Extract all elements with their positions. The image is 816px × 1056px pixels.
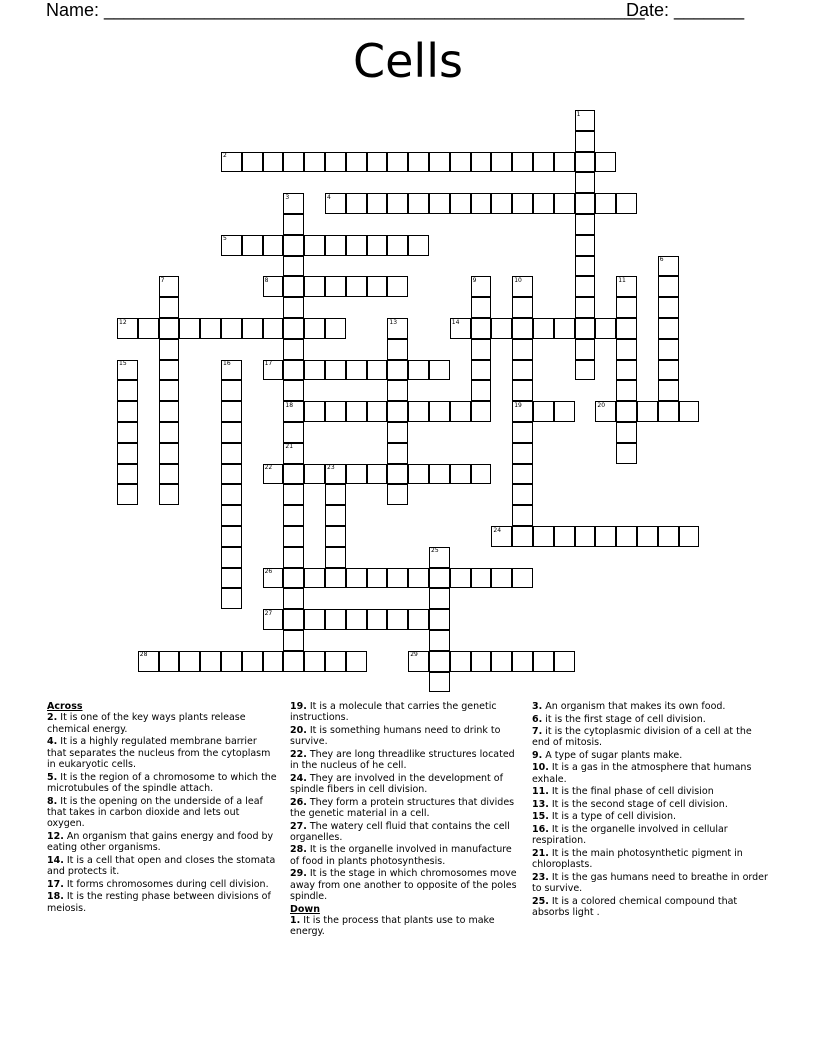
- grid-cell[interactable]: [658, 297, 679, 318]
- grid-cell[interactable]: [346, 276, 367, 297]
- grid-cell[interactable]: [429, 193, 450, 214]
- grid-cell[interactable]: [387, 360, 408, 381]
- grid-cell[interactable]: [346, 464, 367, 485]
- clue-number: 24: [493, 526, 502, 534]
- grid-cell[interactable]: [304, 568, 325, 589]
- clue-down-6: 6. it is the first stage of cell division.: [532, 713, 706, 725]
- grid-cell[interactable]: [387, 422, 408, 443]
- clue-number: 27: [264, 609, 273, 617]
- grid-cell[interactable]: [658, 276, 679, 297]
- grid-cell[interactable]: [595, 152, 616, 173]
- clue-across-14: 14. It is a cell that open and closes the stomata and protects it.: [47, 854, 276, 878]
- grid-cell[interactable]: [387, 193, 408, 214]
- grid-cell[interactable]: [491, 318, 512, 339]
- grid-cell[interactable]: [325, 526, 346, 547]
- grid-cell[interactable]: [512, 422, 533, 443]
- clue-number: 21: [285, 443, 294, 451]
- clue-number: 4: [327, 193, 331, 201]
- grid-cell[interactable]: [658, 360, 679, 381]
- grid-cell[interactable]: [387, 401, 408, 422]
- grid-cell[interactable]: [325, 360, 346, 381]
- clue-number: 13: [389, 318, 398, 326]
- grid-cell[interactable]: [325, 318, 346, 339]
- clue-down-16: 16. It is the organelle involved in cellular respiration.: [532, 823, 728, 847]
- grid-cell[interactable]: [512, 380, 533, 401]
- clue-down-9: 9. A type of sugar plants make.: [532, 749, 683, 761]
- grid-cell[interactable]: [387, 484, 408, 505]
- date-field[interactable]: Date: _______: [626, 0, 745, 20]
- grid-cell[interactable]: [242, 152, 263, 173]
- grid-cell[interactable]: [575, 214, 596, 235]
- clue-number: 3: [285, 193, 290, 201]
- grid-cell[interactable]: [679, 401, 700, 422]
- grid-cell[interactable]: [367, 360, 388, 381]
- grid-cell[interactable]: [575, 193, 596, 214]
- grid-cell[interactable]: [616, 422, 637, 443]
- grid-cell[interactable]: [283, 464, 304, 485]
- grid-cell[interactable]: [512, 193, 533, 214]
- clue-down-7: 7. it is the cytoplasmic division of a cell at the end of mitosis.: [532, 726, 752, 749]
- grid-cell[interactable]: [117, 443, 138, 464]
- grid-cell[interactable]: [429, 401, 450, 422]
- grid-cell[interactable]: [575, 172, 596, 193]
- grid-cell[interactable]: [117, 422, 138, 443]
- grid-cell[interactable]: [221, 422, 242, 443]
- clue-number: 25: [431, 547, 439, 555]
- clue-number: 12: [119, 318, 127, 326]
- clue-number: 1: [576, 110, 581, 118]
- grid-cell[interactable]: [533, 318, 554, 339]
- grid-cell[interactable]: [283, 588, 304, 609]
- grid-cell[interactable]: [512, 568, 533, 589]
- grid-cell[interactable]: [575, 318, 596, 339]
- grid-cell[interactable]: [325, 276, 346, 297]
- grid-cell[interactable]: [283, 609, 304, 630]
- grid-cell[interactable]: [387, 152, 408, 173]
- grid-cell[interactable]: [575, 276, 596, 297]
- grid-cell[interactable]: [595, 193, 616, 214]
- grid-cell[interactable]: [575, 235, 596, 256]
- grid-cell[interactable]: [283, 235, 304, 256]
- clue-across-5: 5. It is the region of a chromosome to which the microtubules of the spindle attach.: [47, 771, 277, 795]
- grid-cell[interactable]: [429, 360, 450, 381]
- grid-cell[interactable]: [512, 651, 533, 672]
- clue-down-13: 13. It is the second stage of cell division.: [532, 798, 728, 810]
- grid-cell[interactable]: [658, 318, 679, 339]
- clue-number: 2: [223, 152, 227, 160]
- clue-across-24: 24. They are involved in the development of spindle fibers in cell division.: [290, 772, 503, 796]
- clue-number: 17: [264, 360, 273, 368]
- grid-cell[interactable]: [387, 276, 408, 297]
- grid-cell[interactable]: [325, 152, 346, 173]
- grid-cell[interactable]: [512, 464, 533, 485]
- clue-number: 22: [264, 464, 273, 472]
- grid-cell[interactable]: [367, 235, 388, 256]
- grid-cell[interactable]: [325, 609, 346, 630]
- grid-cell[interactable]: [346, 360, 367, 381]
- grid-cell[interactable]: [159, 651, 180, 672]
- grid-cell[interactable]: [283, 630, 304, 651]
- grid-cell[interactable]: [242, 235, 263, 256]
- grid-cell[interactable]: [221, 484, 242, 505]
- clue-number: 28: [139, 651, 148, 659]
- grid-cell[interactable]: [471, 318, 492, 339]
- grid-cell[interactable]: [616, 339, 637, 360]
- grid-cell[interactable]: [304, 464, 325, 485]
- clue-across-29: 29. It is the stage in which chromosomes move away from one another to opposite of the poles spindle.: [290, 868, 517, 903]
- grid-cell[interactable]: [471, 568, 492, 589]
- grid-cell[interactable]: [471, 193, 492, 214]
- grid-cell[interactable]: [616, 526, 637, 547]
- grid-cell[interactable]: [200, 318, 221, 339]
- grid-cell[interactable]: [221, 464, 242, 485]
- grid-cell[interactable]: [554, 152, 575, 173]
- grid-cell[interactable]: [221, 588, 242, 609]
- grid-cell[interactable]: [450, 401, 471, 422]
- grid-cell[interactable]: [533, 152, 554, 173]
- grid-cell[interactable]: [159, 401, 180, 422]
- grid-cell[interactable]: [429, 588, 450, 609]
- grid-cell[interactable]: [283, 360, 304, 381]
- grid-cell[interactable]: [159, 297, 180, 318]
- grid-cell[interactable]: [325, 235, 346, 256]
- grid-cell[interactable]: [658, 380, 679, 401]
- grid-cell[interactable]: [471, 339, 492, 360]
- grid-cell[interactable]: [263, 651, 284, 672]
- grid-cell[interactable]: [367, 152, 388, 173]
- grid-cell[interactable]: [221, 547, 242, 568]
- grid-cell[interactable]: [575, 360, 596, 381]
- clue-number: 10: [514, 276, 522, 284]
- grid-cell[interactable]: [429, 568, 450, 589]
- grid-cell[interactable]: [491, 193, 512, 214]
- clue-down-11: 11. It is the final phase of cell division: [532, 786, 714, 798]
- clue-across-19: 19. It is a molecule that carries the genetic instructions.: [290, 701, 497, 724]
- grid-cell[interactable]: [533, 401, 554, 422]
- grid-cell[interactable]: [346, 193, 367, 214]
- grid-cell[interactable]: [159, 360, 180, 381]
- grid-cell[interactable]: [200, 651, 221, 672]
- clue-down-25: 25. It is a colored chemical compound that absorbs light .: [532, 895, 738, 918]
- grid-cell[interactable]: [283, 568, 304, 589]
- grid-cell[interactable]: [367, 609, 388, 630]
- grid-cell[interactable]: [367, 568, 388, 589]
- grid-cell[interactable]: [512, 443, 533, 464]
- grid-cell[interactable]: [283, 276, 304, 297]
- clue-across-26: 26. They form a protein structures that divides the genetic material in a cell.: [290, 796, 515, 820]
- clues-column-2: [290, 701, 522, 939]
- clue-number: 16: [223, 360, 231, 368]
- grid-cell[interactable]: [408, 464, 429, 485]
- grid-cell[interactable]: [179, 651, 200, 672]
- grid-cell[interactable]: [575, 131, 596, 152]
- grid-cell[interactable]: [367, 401, 388, 422]
- grid-cell[interactable]: [491, 152, 512, 173]
- clue-across-17: 17. It forms chromosomes during cell division.: [47, 878, 269, 890]
- grid-cell[interactable]: [637, 526, 658, 547]
- grid-cell[interactable]: [283, 484, 304, 505]
- grid-cell[interactable]: [429, 609, 450, 630]
- grid-cell[interactable]: [512, 526, 533, 547]
- clue-across-27: 27. The watery cell fluid that contains the cell organelles.: [290, 820, 510, 843]
- grid-cell[interactable]: [575, 526, 596, 547]
- grid-cell[interactable]: [283, 505, 304, 526]
- grid-cell[interactable]: [429, 630, 450, 651]
- clue-number: 11: [618, 276, 626, 284]
- grid-cell[interactable]: [658, 526, 679, 547]
- grid-cell[interactable]: [159, 422, 180, 443]
- grid-cell[interactable]: [471, 297, 492, 318]
- grid-cell[interactable]: [283, 339, 304, 360]
- grid-cell[interactable]: [512, 152, 533, 173]
- clue-number: 20: [597, 401, 606, 409]
- grid-cell[interactable]: [221, 505, 242, 526]
- grid-cell[interactable]: [221, 526, 242, 547]
- grid-cell[interactable]: [304, 318, 325, 339]
- grid-cell[interactable]: [471, 152, 492, 173]
- grid-cell[interactable]: [346, 401, 367, 422]
- grid-cell[interactable]: [512, 505, 533, 526]
- grid-cell[interactable]: [325, 568, 346, 589]
- clue-across-2: 2. It is one of the key ways plants release chemical energy.: [47, 712, 246, 735]
- grid-cell[interactable]: [283, 651, 304, 672]
- clue-number: 26: [264, 568, 273, 576]
- grid-cell[interactable]: [367, 464, 388, 485]
- grid-cell[interactable]: [263, 235, 284, 256]
- grid-cell[interactable]: [283, 297, 304, 318]
- grid-cell[interactable]: [325, 547, 346, 568]
- grid-cell[interactable]: [658, 401, 679, 422]
- grid-cell[interactable]: [408, 193, 429, 214]
- grid-cell[interactable]: [616, 380, 637, 401]
- clues-column-1: [47, 701, 279, 915]
- grid-cell[interactable]: [429, 152, 450, 173]
- grid-cell[interactable]: [346, 152, 367, 173]
- clue-number: 8: [264, 276, 269, 284]
- grid-cell[interactable]: [325, 484, 346, 505]
- grid-cell[interactable]: [637, 401, 658, 422]
- grid-cell[interactable]: [387, 235, 408, 256]
- grid-cell[interactable]: [429, 672, 450, 693]
- clue-across-8: 8. It is the opening on the underside of a leaf that takes in carbon dioxide and lets out oxygen.: [47, 795, 263, 830]
- grid-cell[interactable]: [159, 380, 180, 401]
- clue-number: 9: [472, 276, 477, 284]
- grid-cell[interactable]: [325, 505, 346, 526]
- grid-cell[interactable]: [304, 609, 325, 630]
- clue-number: 14: [451, 318, 460, 326]
- grid-cell[interactable]: [491, 568, 512, 589]
- grid-cell[interactable]: [221, 651, 242, 672]
- grid-cell[interactable]: [616, 297, 637, 318]
- grid-cell[interactable]: [117, 380, 138, 401]
- grid-cell[interactable]: [387, 464, 408, 485]
- grid-cell[interactable]: [512, 297, 533, 318]
- grid-cell[interactable]: [221, 318, 242, 339]
- grid-cell[interactable]: [283, 152, 304, 173]
- grid-cell[interactable]: [159, 484, 180, 505]
- clue-across-22: 22. They are long threadlike structures located in the nucleus of he cell.: [290, 748, 515, 772]
- grid-cell[interactable]: [159, 318, 180, 339]
- grid-cell[interactable]: [221, 380, 242, 401]
- grid-cell[interactable]: [450, 464, 471, 485]
- grid-cell[interactable]: [346, 235, 367, 256]
- grid-cell[interactable]: [554, 193, 575, 214]
- grid-cell[interactable]: [429, 651, 450, 672]
- grid-cell[interactable]: [283, 318, 304, 339]
- grid-cell[interactable]: [304, 152, 325, 173]
- grid-cell[interactable]: [450, 152, 471, 173]
- grid-cell[interactable]: [616, 318, 637, 339]
- grid-cell[interactable]: [616, 360, 637, 381]
- grid-cell[interactable]: [450, 193, 471, 214]
- clue-down-3: 3. An organism that makes its own food.: [532, 701, 726, 712]
- grid-cell[interactable]: [554, 318, 575, 339]
- grid-cell[interactable]: [304, 651, 325, 672]
- clue-number: 23: [327, 464, 335, 472]
- clue-down-23: 23. It is the gas humans need to breathe in order to survive.: [532, 871, 768, 895]
- clue-number: 19: [514, 401, 522, 409]
- clue-across-4: 4. It is a highly regulated membrane barrier that separates the nucleus from the cytoplasm in eukaryotic cells.: [47, 736, 271, 771]
- grid-cell[interactable]: [283, 214, 304, 235]
- grid-cell[interactable]: [304, 235, 325, 256]
- grid-cell[interactable]: [283, 526, 304, 547]
- grid-cell[interactable]: [387, 568, 408, 589]
- grid-cell[interactable]: [575, 339, 596, 360]
- grid-cell[interactable]: [263, 152, 284, 173]
- grid-cell[interactable]: [283, 422, 304, 443]
- grid-cell[interactable]: [346, 651, 367, 672]
- grid-cell[interactable]: [325, 651, 346, 672]
- grid-cell[interactable]: [408, 360, 429, 381]
- grid-cell[interactable]: [242, 318, 263, 339]
- clues-column-3: [532, 701, 772, 919]
- grid-cell[interactable]: [679, 526, 700, 547]
- grid-cell[interactable]: [575, 152, 596, 173]
- grid-cell[interactable]: [283, 380, 304, 401]
- grid-cell[interactable]: [512, 360, 533, 381]
- grid-cell[interactable]: [491, 651, 512, 672]
- grid-cell[interactable]: [408, 152, 429, 173]
- grid-cell[interactable]: [616, 401, 637, 422]
- grid-cell[interactable]: [554, 401, 575, 422]
- grid-cell[interactable]: [367, 276, 388, 297]
- clue-down-15: 15. It is a type of cell division.: [532, 811, 677, 823]
- clue-down-10: 10. It is a gas in the atmosphere that humans exhale.: [532, 762, 752, 785]
- grid-cell[interactable]: [658, 339, 679, 360]
- grid-cell[interactable]: [221, 401, 242, 422]
- grid-cell[interactable]: [304, 401, 325, 422]
- grid-cell[interactable]: [512, 484, 533, 505]
- clue-number: 6: [659, 256, 664, 264]
- clue-across-20: 20. It is something humans need to drink to survive.: [290, 724, 501, 748]
- grid-cell[interactable]: [554, 526, 575, 547]
- grid-cell[interactable]: [471, 464, 492, 485]
- clue-number: 15: [119, 360, 127, 368]
- grid-cell[interactable]: [242, 651, 263, 672]
- name-field[interactable]: Name: ______________________________________________________: [46, 0, 645, 20]
- grid-cell[interactable]: [429, 464, 450, 485]
- grid-cell[interactable]: [138, 318, 159, 339]
- grid-cell[interactable]: [221, 568, 242, 589]
- grid-cell[interactable]: [283, 547, 304, 568]
- grid-cell[interactable]: [471, 360, 492, 381]
- grid-cell[interactable]: [179, 318, 200, 339]
- clue-number: 18: [285, 401, 294, 409]
- grid-cell[interactable]: [471, 401, 492, 422]
- clue-across-28: 28. It is the organelle involved in manufacture of food in plants photosynthesis.: [290, 844, 512, 867]
- grid-cell[interactable]: [304, 276, 325, 297]
- grid-cell[interactable]: [512, 318, 533, 339]
- grid-cell[interactable]: [159, 443, 180, 464]
- grid-cell[interactable]: [408, 568, 429, 589]
- grid-cell[interactable]: [554, 651, 575, 672]
- grid-cell[interactable]: [346, 568, 367, 589]
- grid-cell[interactable]: [221, 443, 242, 464]
- grid-cell[interactable]: [616, 193, 637, 214]
- grid-cell[interactable]: [387, 443, 408, 464]
- grid-cell[interactable]: [117, 484, 138, 505]
- clue-down-21: 21. It is the main photosynthetic pigment in chloroplasts.: [532, 847, 743, 871]
- grid-cell[interactable]: [263, 318, 284, 339]
- grid-cell[interactable]: [512, 339, 533, 360]
- across-heading: Across: [47, 701, 83, 712]
- clue-number: 29: [410, 651, 418, 659]
- grid-cell[interactable]: [575, 297, 596, 318]
- grid-cell[interactable]: [387, 380, 408, 401]
- clue-number: 5: [223, 235, 227, 243]
- grid-cell[interactable]: [283, 256, 304, 277]
- grid-cell[interactable]: [575, 256, 596, 277]
- grid-cell[interactable]: [159, 339, 180, 360]
- grid-cell[interactable]: [471, 380, 492, 401]
- grid-cell[interactable]: [387, 609, 408, 630]
- grid-cell[interactable]: [616, 443, 637, 464]
- grid-cell[interactable]: [595, 318, 616, 339]
- grid-cell[interactable]: [408, 235, 429, 256]
- clue-across-12: 12. An organism that gains energy and food by eating other organisms.: [47, 830, 274, 854]
- grid-cell[interactable]: [117, 464, 138, 485]
- grid-cell[interactable]: [408, 609, 429, 630]
- grid-cell[interactable]: [533, 193, 554, 214]
- clue-down-1: 1. It is the process that plants use to make energy.: [290, 915, 495, 938]
- grid-cell[interactable]: [471, 651, 492, 672]
- clue-across-18: 18. It is the resting phase between divisions of meiosis.: [47, 891, 271, 914]
- page-title: Cells: [353, 34, 463, 88]
- grid-cell[interactable]: [595, 526, 616, 547]
- grid-cell[interactable]: [450, 568, 471, 589]
- grid-cell[interactable]: [408, 401, 429, 422]
- grid-cell[interactable]: [387, 339, 408, 360]
- clue-number: 7: [160, 276, 165, 284]
- grid-cell[interactable]: [304, 360, 325, 381]
- grid-cell[interactable]: [159, 464, 180, 485]
- down-heading: Down: [290, 903, 320, 915]
- grid-cell[interactable]: [533, 526, 554, 547]
- grid-cell[interactable]: [325, 401, 346, 422]
- grid-cell[interactable]: [533, 651, 554, 672]
- grid-cell[interactable]: [367, 193, 388, 214]
- grid-cell[interactable]: [450, 651, 471, 672]
- grid-cell[interactable]: [117, 401, 138, 422]
- grid-cell[interactable]: [346, 609, 367, 630]
